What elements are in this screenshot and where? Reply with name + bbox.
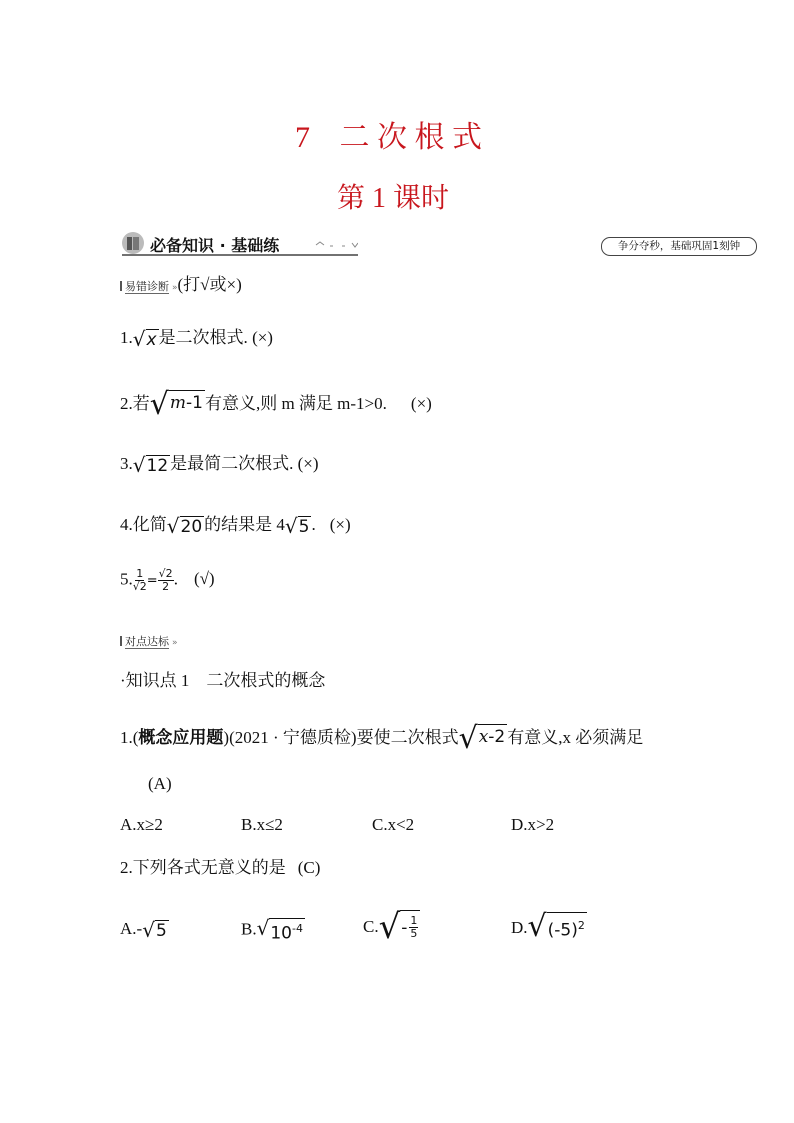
section-label: 必备知识 · 基础练 [150,236,280,255]
q2-option-b: B. √ $10^{-4}$ [241,916,303,944]
answer: (√) [193,569,215,589]
q1-option-c: C.x<2 [372,815,415,834]
lesson-title: 第 1 课时 [337,183,450,214]
section-bar [120,231,358,257]
diagnose-tag: 易错诊断 » [120,280,178,293]
question-2: 2.下列各式无意义的是 (C) [120,858,321,877]
q2-option-a: A.- √ 5 [120,917,167,942]
q1-option-d: D.x>2 [511,815,555,834]
answer: (×) [297,454,319,473]
question-type: 概念应用题 [138,727,224,747]
diagnose-item-5: 5. $\frac{1}{√2}$ = $\frac{√2}{2}$ . (√) [120,567,215,593]
practice-tag: 对点达标 » [120,632,178,650]
diagnose-instruction: (打√或×) [177,275,242,294]
q2-option-d: D. √ $(-5)^2$ [511,909,585,944]
chapter-title [295,112,482,156]
chapter-name: 二 次 根 式 [339,121,482,154]
q2-option-c: C. √ - $\frac{1}{5}$ [363,910,420,944]
diagnose-item-2: 2.若 √ m-1 有意义,则 m 满足 m-1>0. (×) [120,387,432,422]
q1-option-a: A.x≥2 [120,815,163,834]
answer: (×) [252,328,273,347]
q1-option-b: B.x≤2 [241,815,283,834]
answer: (×) [410,393,432,413]
question-1: 1.(概念应用题)(2021 · 宁德质检)要使二次根式 √ x-2 有意义,x 必须满足 [120,721,644,756]
knowledge-point: ·知识点 1 二次根式的概念 [120,671,326,690]
answer: (C) [297,858,321,877]
diagnose-item-4: 4.化简 √ 20 的结果是 4 √ 5 . (×) [120,513,351,538]
diagnose-item-1: 1. √ x 是二次根式. (×) [120,326,273,351]
chapter-number: 7 [295,121,310,154]
answer: (×) [329,515,351,534]
diagnose-item-3: 3. √ 12 是最简二次根式. (×) [120,452,319,477]
diagnose-header [120,274,242,299]
section-tagline: 争分夺秒，基础巩固1刻钟 [601,237,757,256]
question-1-answer: (A) [148,774,172,793]
